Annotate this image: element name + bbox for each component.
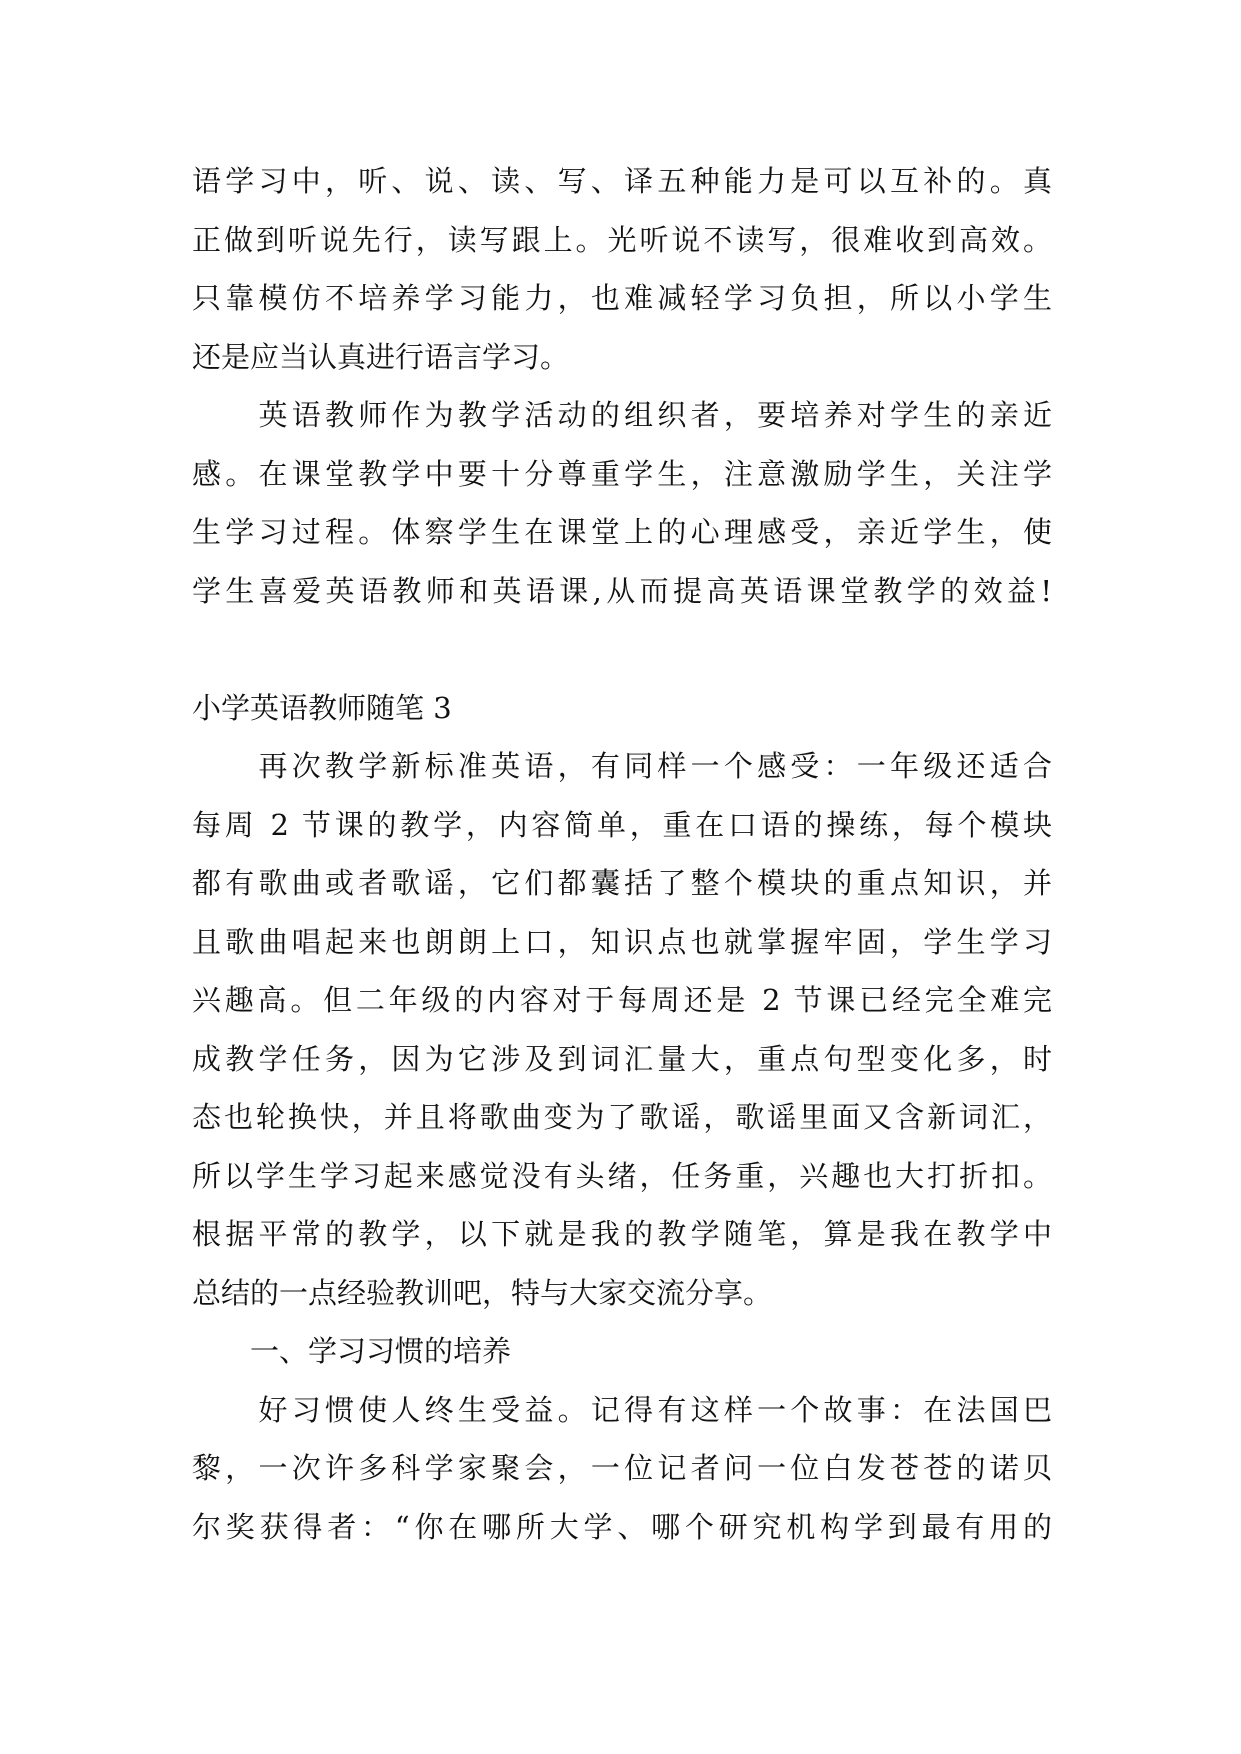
text-line: 学生喜爱英语教师和英语课,从而提高英语课堂教学的效益!: [192, 573, 1052, 608]
subheading: 一、学习习惯的培养: [192, 1334, 512, 1368]
text-line: 再次教学新标准英语，有同样一个感受：一年级还适合: [192, 749, 1052, 783]
text-line: 每周 2 节课的教学，内容简单，重在口语的操练，每个模块: [192, 807, 1052, 842]
paragraph-4: [192, 1381, 1052, 1557]
text-line: 兴趣高。但二年级的内容对于每周还是 2 节课已经完全难完: [192, 983, 1052, 1017]
text-line: 总结的一点经验教训吧，特与大家交流分享。: [192, 1275, 773, 1310]
text-line: 态也轮换快，并且将歌曲变为了歌谣，歌谣里面又含新词汇，: [192, 1100, 1052, 1134]
text-line: 正做到听说先行，读写跟上。光听说不读写，很难收到高效。: [192, 222, 1052, 257]
text-line: 还是应当认真进行语言学习。: [192, 339, 570, 374]
section-heading: 小学英语教师随笔 3: [192, 690, 452, 725]
document-body: [192, 152, 1052, 1556]
paragraph-1: [192, 152, 1052, 386]
text-line: 好习惯使人终生受益。记得有这样一个故事：在法国巴: [192, 1392, 1052, 1427]
text-line: 语学习中，听、说、读、写、译五种能力是可以互补的。真: [192, 164, 1052, 198]
text-line: 都有歌曲或者歌谣，它们都囊括了整个模块的重点知识，并: [192, 866, 1052, 900]
text-line: 且歌曲唱起来也朗朗上口，知识点也就掌握牢固，学生学习: [192, 924, 1052, 959]
text-line: 所以学生学习起来感觉没有头绪，任务重，兴趣也大打折扣。: [192, 1158, 1052, 1193]
text-line: 成教学任务，因为它涉及到词汇量大，重点句型变化多，时: [192, 1041, 1052, 1076]
text-line: 黎，一次许多科学家聚会，一位记者问一位白发苍苍的诺贝: [192, 1451, 1052, 1485]
text-line: 只靠模仿不培养学习能力，也难减轻学习负担，所以小学生: [192, 281, 1052, 315]
paragraph-2: [192, 386, 1052, 620]
text-line: 尔奖获得者：“你在哪所大学、哪个研究机构学到最有用的: [192, 1509, 1052, 1544]
text-line: 根据平常的教学，以下就是我的教学随笔，算是我在教学中: [192, 1217, 1052, 1251]
paragraph-3: [192, 737, 1052, 1322]
text-line: 生学习过程。体察学生在课堂上的心理感受，亲近学生，使: [192, 515, 1052, 549]
text-line: 感。在课堂教学中要十分尊重学生，注意激励学生，关注学: [192, 456, 1052, 491]
section-spacer: [192, 620, 1052, 679]
text-line: 英语教师作为教学活动的组织者，要培养对学生的亲近: [192, 398, 1052, 432]
